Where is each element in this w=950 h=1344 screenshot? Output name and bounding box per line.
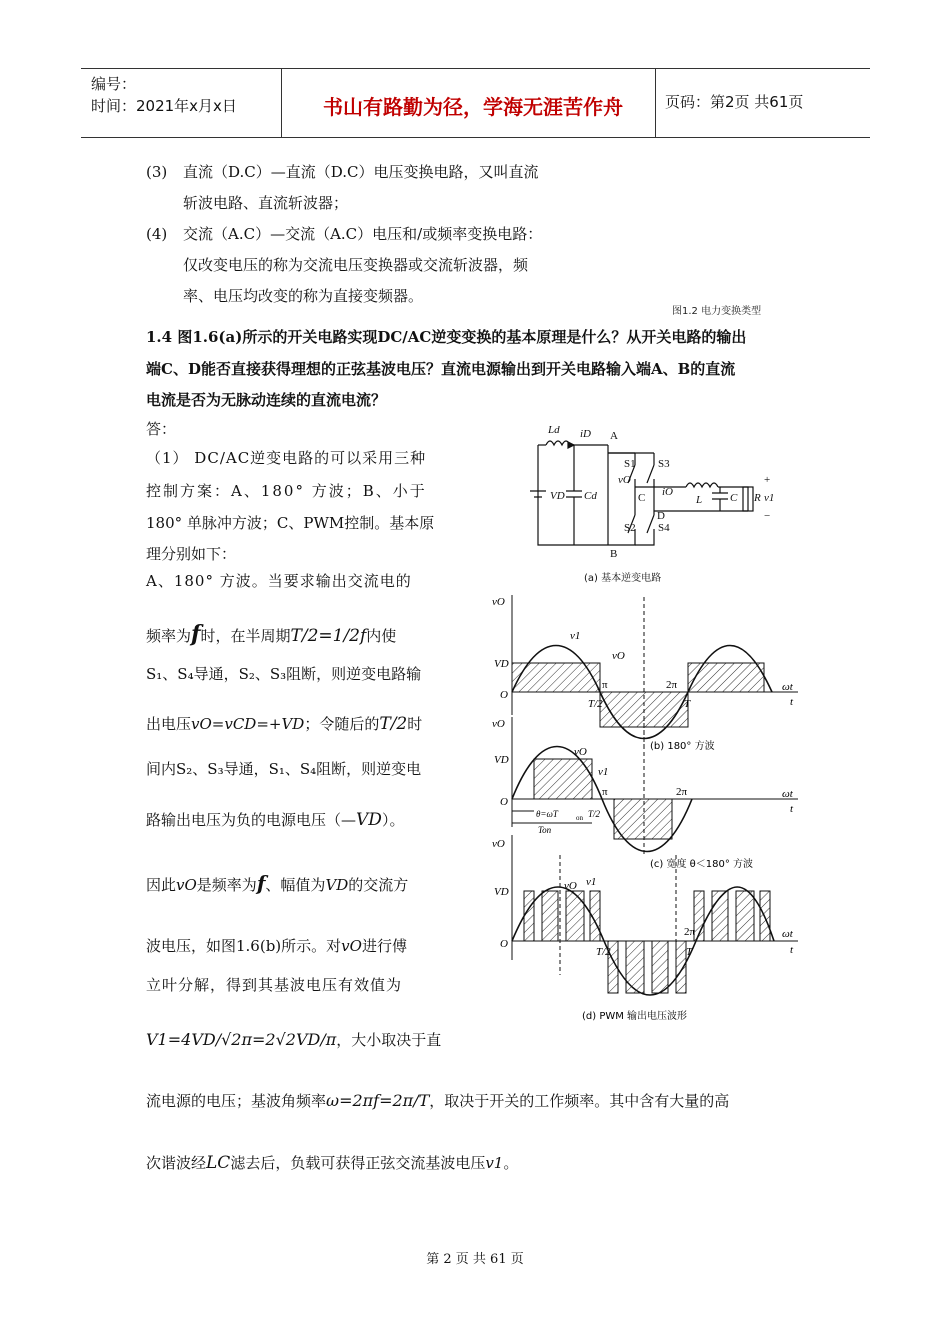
answer-line: 180° 单脉冲方波；C、PWM控制。基本原 [146,514,435,532]
header-divider [655,69,656,137]
label-a: A [610,430,618,442]
list-item-text: 直流（D.C）—直流（D.C）电压变换电路，又叫直流 [183,163,539,181]
header-number: 编号： [91,75,137,93]
answer-line [146,714,422,734]
label-ld: Ld [548,424,560,436]
page-footer: 第 2 页 共 61 页 [426,1252,524,1267]
pwm-pulse [652,941,668,993]
label-t-half: T/2 [596,946,611,958]
label-vo: vO [492,596,505,608]
answer-line [146,1030,441,1050]
question-line: 1.4 图1.6(a)所示的开关电路实现DC/AC逆变变换的基本原理是什么？从开关电路的输出 [146,328,747,346]
answer-label: 答： [146,420,177,438]
math-symbol: VD [356,810,382,830]
list-item-text: 斩波电路、直流斩波器； [183,194,349,212]
text-run: 流电源的电压；基波角频率 [146,1092,327,1110]
answer-line [146,936,407,956]
text-run: 。 [503,1154,519,1172]
wave-neg-pulse [614,799,672,839]
answer-line [146,810,404,830]
label-on: on [576,814,583,822]
capacitor-cd [566,445,582,545]
text-run: 、幅值为 [265,876,326,894]
label-vo: vO [492,838,505,850]
label-vd: VD [494,886,509,898]
list-item-text: 交流（A.C）—交流（A.C）电压和/或频率变换电路： [183,225,543,243]
label-omega-t: ωt [782,928,793,940]
label-plus: + [764,474,771,486]
text-run: 内使 [366,627,397,645]
list-item-text: 率、电压均改变的称为直接变频器。 [183,287,424,305]
list-item-number: (3) [146,163,168,181]
label-r: R [754,492,761,504]
text-run: 波电压，如图1.6(b)所示。对 [146,937,342,955]
math-symbol: vO [176,876,197,894]
label-time: t [790,803,794,815]
label-pi: π [602,786,608,798]
text-run: ；令随后的 [304,715,380,733]
label-pi: π [602,679,608,691]
math-formula: T/2=1/2f [290,626,367,646]
text-run: 时，在半周期 [200,627,291,645]
label-vd: VD [494,754,509,766]
label-l: L [696,494,703,506]
label-c: C [638,492,646,504]
label-s1: S1 [624,458,636,470]
math-symbol: LC [206,1153,231,1173]
label-vo: vO [492,718,505,730]
caption-d: (d) PWM 输出电压波形 [582,1011,688,1022]
wave-pos-half [688,663,764,692]
waveform-c [492,717,798,870]
text-run: 时 [407,715,423,733]
answer-line: 控制方案：A、180° 方波；B、小于 [146,482,427,500]
answer-line: 理分别如下： [146,545,237,563]
caption-b: (b) 180° 方波 [650,741,715,752]
answer-line: A、180° 方波。当要求输出交流电的 [146,572,412,590]
label-io: iO [662,486,673,498]
question-line: 电流是否为无脉动连续的直流电流？ [146,391,387,409]
text-run: ，取决于开关的工作频率。其中含有大量的高 [429,1092,730,1110]
pwm-pulses [524,891,770,993]
label-id: iD [580,428,591,440]
text-run: 的交流方 [348,876,409,894]
label-s4: S4 [658,522,670,534]
label-time: t [790,696,794,708]
label-origin: O [500,938,508,950]
text-run: 出电压 [146,715,192,733]
math-symbol: v1 [485,1154,504,1172]
text-run: 滤去后，负载可获得正弦交流基波电压 [230,1154,486,1172]
math-formula: vO=vCD=+VD [191,715,305,733]
text-run: ，大小取决于直 [336,1031,442,1049]
header-time: 时间：2021年x月x日 [91,97,237,115]
answer-line: （1） DC/AC逆变电路的可以采用三种 [146,449,427,467]
capacitor-c [712,487,728,511]
wave-pos-pulse [534,759,592,799]
text-run: 因此 [146,876,177,894]
switch-s2 [608,487,635,545]
text-run: 次谐波经 [146,1154,207,1172]
label-2pi: 2π [684,926,696,938]
pwm-pulse [736,891,754,941]
pwm-pulse [676,941,686,993]
list-item-number: (4) [146,225,168,243]
label-v1: v1 [764,492,775,504]
caption-c: (c) 宽度 θ＜180° 方波 [650,859,754,870]
label-vo: vO [618,474,631,486]
answer-line [146,1153,518,1173]
label-vo: vO [612,650,625,662]
answer-line: 间内S₂、S₃导通，S₁、S₄阻断，则逆变电 [146,760,422,778]
math-symbol: VD [325,876,349,894]
answer-line: 立叶分解，得到其基波电压有效值为 [146,976,403,994]
label-v1: v1 [586,876,597,888]
math-formula: V1=4VD/√2π=2√2VD/π [146,1030,337,1049]
pwm-pulse [524,891,534,941]
label-t-half: T/2 [588,698,603,710]
label-cd: Cd [584,490,597,502]
figure-caption: 图1.2 电力变换类型 [672,306,762,317]
circuit-wire [538,445,608,545]
answer-line [146,873,408,895]
label-2pi: 2π [666,679,678,691]
math-formula: ω=2πf=2π/T [326,1091,430,1110]
label-2pi: 2π [676,786,688,798]
waveform-b [492,595,798,752]
header-page: 页码：第2页 共61页 [665,93,804,111]
label-vd: VD [550,490,565,502]
label-t: T [686,946,693,958]
label-vo: vO [564,880,577,892]
label-ton: Ton [538,825,552,835]
text-run: 进行傅 [361,937,407,955]
label-d: D [657,510,665,522]
math-symbol: f [191,621,201,647]
inductor-ld [546,441,570,445]
label-time: t [790,944,794,956]
answer-line [146,621,397,647]
page-header [81,68,870,138]
label-cap: C [730,492,738,504]
answer-line [146,1091,729,1111]
text-run: ）。 [381,811,405,829]
current-arrow [568,442,574,448]
label-vd: VD [494,658,509,670]
label-omega-t: ωt [782,681,793,693]
label-origin: O [500,689,508,701]
text-run: 频率为 [146,627,192,645]
header-meta [91,73,237,117]
caption-a: (a) 基本逆变电路 [584,573,662,584]
text-run: 是频率为 [196,876,257,894]
circuit-labels [547,424,774,560]
list-item-text: 仅改变电压的称为交流电压变换器或交流斩波器，频 [183,256,529,274]
pwm-pulse [566,891,584,941]
label-t: T [684,698,691,710]
pwm-pulse [626,941,644,993]
label-s2: S2 [624,522,636,534]
math-symbol: vO [341,937,362,955]
label-s3: S3 [658,458,670,470]
label-b: B [610,548,618,560]
label-minus: − [764,510,771,522]
pwm-pulse [542,891,558,941]
answer-line: S₁、S₄导通，S₂、S₃阻断，则逆变电路输 [146,665,422,683]
label-origin: O [500,796,508,808]
label-omega-t: ωt [782,788,793,800]
math-formula: T/2 [379,714,408,734]
inductor-l [686,483,718,487]
label-v1: v1 [598,766,609,778]
label-theta: θ=ωT [536,809,558,819]
text-run: 路输出电压为负的电源电压（— [146,811,357,829]
label-v1: v1 [570,630,581,642]
label-t-half: T/2 [588,809,601,819]
question-line: 端C、D能否直接获得理想的正弦基波电压？直流电源输出到开关电路输入端A、B的直流 [146,360,736,378]
header-motto: 书山有路勤为径，学海无涯苦作舟 [323,95,623,119]
inverter-figure [490,415,820,1035]
label-vo: vO [574,746,587,758]
math-symbol: f [256,871,266,895]
